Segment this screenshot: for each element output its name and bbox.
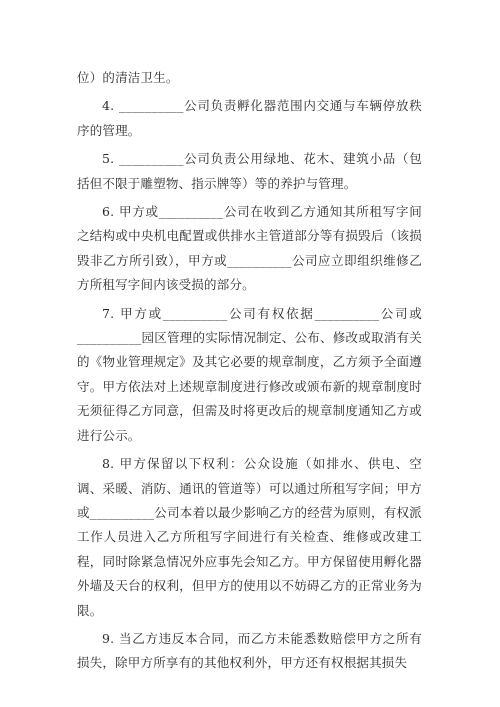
paragraph-clause-8: 8. 甲方保留以下权利：公众设施（如排水、供电、空调、采暖、消防、通讯的管道等）可以通过所租写字间；甲方或__________公司本着以最少影响乙方的经营为原则，有权派工作人员进入乙方所租写字间进行有关检查、维修或改建工程，同时除紧急情况外应事先会知乙方。甲方保留使用孵化器外墙及天台的权利，但甲方的使用以不妨碍乙方的正常业务为限。 [77, 456, 422, 618]
paragraph-clause-9: 9. 当乙方违反本合同，而乙方未能悉数赔偿甲方之所有损失，除甲方所享有的其他权利外，甲方还有权根据其损失 [77, 630, 422, 671]
paragraph-clause-4: 4. __________公司负责孵化器范围内交通与车辆停放秩序的管理。 [77, 98, 422, 138]
document-body [77, 66, 422, 676]
paragraph-clause-7: 7. 甲方或__________公司有权依据__________公司或__________园区管理的实际情况制定、公布、修改或取消有关的《物业管理规定》及其它必要的规章制度，乙方须予全面遵守。甲方依法对上述规章制度进行修改或颁布新的规章制度时无须征得乙方同意，但需及时将更改后的规章制度通知乙方或进行公示。 [77, 305, 422, 443]
paragraph-clause-6: 6. 甲方或__________公司在收到乙方通知其所租写字间之结构或中央机电配置或供排水主管道部分等有损毁后（该损毁非乙方所引致），甲方或__________公司应立即组织维修乙方所租写字间内该受损的部分。 [77, 204, 422, 293]
paragraph-continuation: 位）的清洁卫生。 [77, 70, 179, 85]
paragraph-clause-5: 5. __________公司负责公用绿地、花木、建筑小品（包括但不限于雕塑物、指示牌等）等的养护与管理。 [77, 151, 422, 191]
